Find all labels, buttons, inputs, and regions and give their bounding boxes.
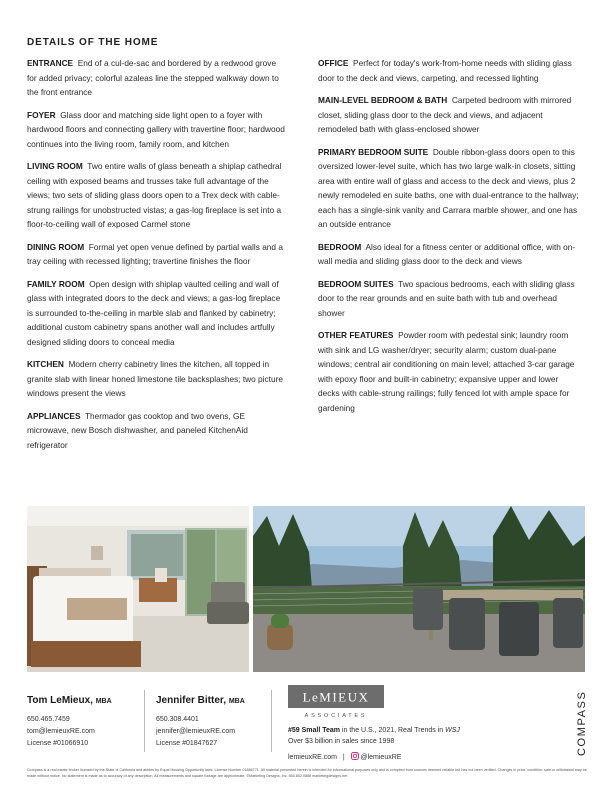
instagram-icon: [351, 752, 359, 760]
detail-text: End of a cul-de-sac and bordered by a redwood grove for added privacy; colorful azaleas line the stepped walkway down to the front entrance: [27, 58, 279, 97]
detail-kitchen: [27, 357, 285, 401]
detail-label: KITCHEN: [27, 359, 64, 369]
detail-main-level-bedroom: [318, 93, 582, 137]
right-column: [318, 56, 582, 423]
detail-other-features: [318, 328, 582, 415]
website-link[interactable]: lemieuxRE.com: [288, 754, 338, 761]
rank-text: in the U.S., 2021, Real Trends in: [341, 727, 444, 734]
compass-wordmark: COMPASS: [576, 690, 588, 756]
legal-disclaimer: Compass is a real estate broker licensed by the State of California and abides by Equal Housing Opportunity laws. License Number 01866771. All material presented herein is intended for informational purposes only and is compiled from sources deemed reliable but has not been verified. Changes in price, condition, sale or withdrawal may be made without notice. No statement is made as to accuracy of any description. All measurements and square footage are approximate. ©Marketing Designs, Inc. 650.802.0888 marketingdesigns.net: [27, 768, 587, 778]
agent-name: Tom LeMieux,: [27, 695, 93, 706]
detail-text: Carpeted bedroom with mirrored closet, sliding glass door to the deck and views, and adjacent remodeled bath with glass-enclosed shower: [318, 95, 572, 134]
detail-text: Perfect for today's work-from-home needs with sliding glass door to the deck and views, carpeting, and recessed lighting: [318, 58, 572, 83]
brand-info: [288, 725, 518, 763]
detail-text: Powder room with pedestal sink; laundry room with sink and LG washer/dryer; security alarm; custom dual-pane windows; central air conditioning on main level; attached 3-car garage with epoxy floor and built-in cabinetry; expansive upper and lower decks with cable-strung railings; fully fenced lot with ample space for gardening: [318, 330, 575, 413]
rank-badge: #59 Small Team: [288, 727, 341, 734]
detail-text: Thermador gas cooktop and two ovens, GE microwave, new Bosch dishwasher, and paneled KitchenAid refrigerator: [27, 410, 248, 450]
detail-dining-room: [27, 240, 285, 269]
detail-family-room: [27, 277, 285, 350]
detail-bedroom: [318, 240, 582, 269]
agent-email[interactable]: jennifer@lemieuxRE.com: [156, 728, 236, 735]
rank-line: [288, 725, 518, 736]
sales-line: Over $3 billion in sales since 1998: [288, 738, 395, 745]
agent-card-jennifer: [156, 694, 245, 750]
bedroom-photo: [27, 506, 249, 672]
agent-credential: MBA: [95, 698, 112, 705]
detail-label: OTHER FEATURES: [318, 330, 394, 340]
detail-text: Modern cherry cabinetry lines the kitchen, all topped in granite slab with linear honed limestone tile backsplashes; two picture windows present the views: [27, 359, 283, 398]
agent-license: License #01847627: [156, 740, 218, 747]
detail-living-room: [27, 159, 285, 232]
left-column: [27, 56, 285, 460]
detail-label: PRIMARY BEDROOM SUITE: [318, 146, 429, 157]
agent-card-tom: [27, 694, 112, 750]
agent-email[interactable]: tom@lemieuxRE.com: [27, 728, 95, 735]
detail-text: Formal yet open venue defined by partial walls and a tray ceiling with recessed lighting; travertine finishes the floor: [27, 241, 283, 266]
detail-label: DINING ROOM: [27, 241, 85, 252]
detail-text: Two entire walls of glass beneath a shiplap cathedral ceiling with exposed beams and trusses take full advantage of the views; two sets of sliding glass doors open to a Trex deck with cable-strung railings for unobstructed vistas; a gas-log fireplace is set into a floor-to-ceiling wall of exposed Carmel stone: [27, 161, 282, 229]
detail-text: Double ribbon-glass doors open to this oversized lower-level suite, which has two large walk-in closets, sitting area with entire wall of glass and access to the deck and views, plus 2 newly remodeled en suite baths, one with dual-entrance to the hallway; each has a single-sink vanity and Carrara marble shower, and one has an outside entrance: [318, 146, 579, 229]
detail-text: Glass door and matching side light open to a foyer with hardwood floors and connecting gallery with travertine floor; hardwood continues into the living room, family room, and kitchen: [27, 109, 285, 149]
detail-label: LIVING ROOM: [27, 161, 83, 171]
detail-text: Two spacious bedrooms, each with sliding glass door to the rear grounds and en suite bath with tub and overhead shower: [318, 278, 575, 318]
detail-label: FAMILY ROOM: [27, 278, 85, 289]
agent-phone: 650.465.7459: [27, 716, 70, 723]
contact-line: [288, 752, 518, 763]
compass-logo: [567, 690, 595, 760]
instagram-handle[interactable]: @lemieuxRE: [360, 754, 402, 761]
detail-label: ENTRANCE: [27, 58, 74, 68]
detail-foyer: [27, 108, 285, 152]
contact-separator: |: [342, 754, 345, 761]
agent-credential: MBA: [228, 698, 245, 705]
detail-bedroom-suites: [318, 277, 582, 321]
brand-divider: [271, 690, 272, 752]
section-heading: DETAILS OF THE HOME: [27, 37, 159, 48]
logo-name: LeMIEUX: [302, 689, 370, 705]
agent-divider: [144, 690, 145, 752]
agent-license: License #01066910: [27, 740, 89, 747]
detail-primary-suite: [318, 145, 582, 232]
detail-office: [318, 56, 582, 85]
deck-photo: [253, 506, 585, 672]
detail-text: Also ideal for a fitness center or additional office, with on-wall media and sliding glass door to the deck and views: [318, 241, 576, 266]
rank-publication: WSJ: [445, 727, 460, 734]
detail-label: MAIN-LEVEL BEDROOM & BATH: [318, 95, 448, 105]
detail-label: OFFICE: [318, 58, 349, 68]
detail-appliances: [27, 409, 285, 453]
lemieux-logo: [288, 685, 384, 721]
detail-label: APPLIANCES: [27, 410, 81, 421]
logo-subtitle: ASSOCIATES: [304, 713, 368, 719]
detail-label: FOYER: [27, 109, 56, 120]
detail-entrance: [27, 56, 285, 100]
detail-label: BEDROOM: [318, 241, 362, 252]
detail-label: BEDROOM SUITES: [318, 278, 394, 289]
detail-text: Open design with shiplap vaulted ceiling and wall of glass with integrated doors to the deck and views; a gas-log fireplace is surrounded to-the-ceiling in marble slab and flanked by cabinetry; additional custom cabinetry spans another wall and includes artfully designed sliding doors to conceal media: [27, 278, 281, 347]
agent-phone: 650.308.4401: [156, 716, 199, 723]
agent-name: Jennifer Bitter,: [156, 695, 227, 706]
